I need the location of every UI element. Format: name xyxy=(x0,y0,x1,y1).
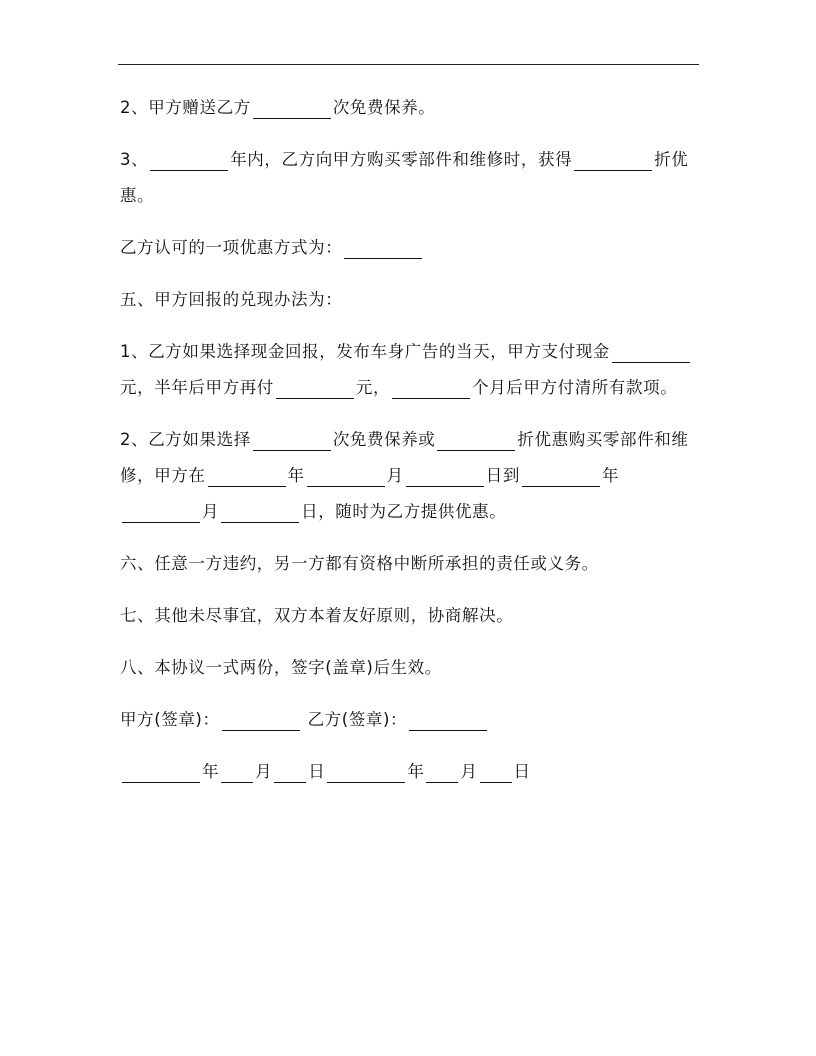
text: 月 xyxy=(202,502,220,521)
blank-field[interactable] xyxy=(574,148,652,171)
clause-2-free-maintenance xyxy=(120,90,700,126)
blank-field[interactable] xyxy=(344,236,422,259)
text: 年 xyxy=(287,466,305,485)
party-b-label: 乙方(签章)： xyxy=(307,710,408,729)
party-a-year-field[interactable] xyxy=(122,760,200,783)
party-b-day-field[interactable] xyxy=(480,760,512,783)
section-5-title: 五、甲方回报的兑现办法为： xyxy=(120,290,343,309)
blank-field[interactable] xyxy=(221,500,299,523)
party-a-month-field[interactable] xyxy=(221,760,253,783)
blank-field[interactable] xyxy=(437,428,515,451)
blank-field[interactable] xyxy=(406,464,484,487)
accepted-option xyxy=(120,230,700,266)
section-6: 六、任意一方违约，另一方都有资格中断所承担的责任或义务。 xyxy=(120,554,599,573)
text: 个月后甲方付清所有款项。 xyxy=(472,378,678,397)
blank-field[interactable] xyxy=(612,340,690,363)
party-a-label: 甲方(签章)： xyxy=(120,710,220,729)
text: 折优惠。 xyxy=(120,150,689,205)
party-a-signature-field[interactable] xyxy=(222,708,300,731)
blank-field[interactable] xyxy=(208,464,286,487)
text: 折优惠购买零部件和维修，甲方在 xyxy=(120,430,689,485)
blank-field[interactable] xyxy=(253,428,331,451)
clause-3-parts-discount xyxy=(120,142,700,214)
text: 年 xyxy=(407,762,425,781)
blank-field[interactable] xyxy=(150,148,228,171)
header-rule xyxy=(118,64,699,65)
party-b-month-field[interactable] xyxy=(426,760,458,783)
text: 3、 xyxy=(120,150,149,169)
text: 元，半年后甲方再付 xyxy=(120,378,274,397)
document-body xyxy=(120,90,700,806)
section-8: 八、本协议一式两份，签字(盖章)后生效。 xyxy=(120,658,442,677)
date-line xyxy=(120,754,700,790)
text: 日 xyxy=(513,762,531,781)
text: 月 xyxy=(460,762,478,781)
text: 年 xyxy=(202,762,220,781)
clause-5-1-cash xyxy=(120,334,700,406)
blank-field[interactable] xyxy=(253,96,331,119)
blank-field[interactable] xyxy=(276,376,354,399)
text: 2、甲方赠送乙方 xyxy=(120,98,251,117)
clause-5-2-service xyxy=(120,422,700,530)
party-b-signature-field[interactable] xyxy=(409,708,487,731)
text: 日 xyxy=(308,762,326,781)
signature-line xyxy=(120,702,700,738)
blank-field[interactable] xyxy=(522,464,600,487)
text: 日到 xyxy=(485,466,520,485)
text: 月 xyxy=(255,762,273,781)
section-7: 七、其他未尽事宜，双方本着友好原则，协商解决。 xyxy=(120,606,514,625)
text: 元， xyxy=(355,378,391,397)
party-b-year-field[interactable] xyxy=(327,760,405,783)
text: 日，随时为乙方提供优惠。 xyxy=(301,502,507,521)
text: 次免费保养或 xyxy=(332,430,436,449)
text: 次免费保养。 xyxy=(332,98,436,117)
text: 月 xyxy=(386,466,404,485)
blank-field[interactable] xyxy=(122,500,200,523)
blank-field[interactable] xyxy=(307,464,385,487)
text: 乙方认可的一项优惠方式为： xyxy=(120,238,343,257)
text: 年 xyxy=(601,466,620,485)
text: 2、乙方如果选择 xyxy=(120,430,251,449)
text: 1、乙方如果选择现金回报，发布车身广告的当天，甲方支付现金 xyxy=(120,342,610,361)
text: 年内，乙方向甲方购买零部件和维修时，获得 xyxy=(230,150,573,169)
blank-field[interactable] xyxy=(392,376,470,399)
party-a-day-field[interactable] xyxy=(274,760,306,783)
